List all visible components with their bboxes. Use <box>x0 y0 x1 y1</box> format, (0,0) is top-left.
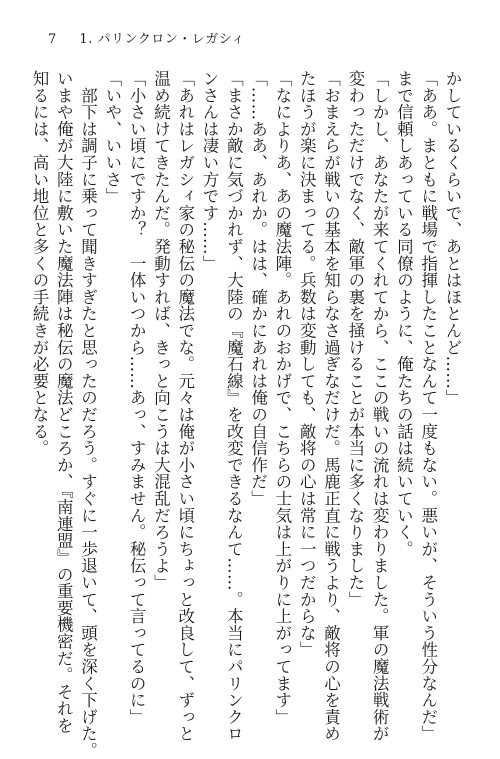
text-line: 知るには、高い地位と多くの手続きが必要となる。 <box>29 70 49 457</box>
text-line: 「あれはレガシィ家の秘伝の魔法でな。元々は俺が小さい頃にちょっと改良して、ずっと <box>175 70 195 742</box>
text-line: かしているくらいで、あとはほとんど……」 <box>443 70 462 406</box>
text-line: 「なによりあ、あの魔法陣。あれのおかげで、こちらの士気は上がりに上がってます」 <box>272 70 292 726</box>
text-line: 「……ああ、あれか。はは、確かにあれは俺の自信作だ」 <box>248 70 268 507</box>
text-line: 温め続けてきたんだ。発動すれば、きっと向こうは大混乱だろうよ」 <box>151 70 171 591</box>
text-line: ンさんは凄い方です……」 <box>200 70 220 272</box>
text-line: 「ああ。まともに戦場で指揮したことなんて一度もない。悪いが、そういう性分なんだ」 <box>418 70 438 742</box>
body-text <box>29 70 464 759</box>
text-line: 「いや、いいさ」 <box>102 70 122 205</box>
text-line: 「小さい頃にですか？ 一体いつから……あっ、すみません。秘伝って言ってるのに」 <box>127 70 147 726</box>
page-header <box>48 28 245 47</box>
text-line: 「まさか敵に気づかれず、大陸の『魔石線』を改変できるなんて……。本当にパリンクロ <box>224 70 244 742</box>
text-line: 「しかし、あなたが来てくれてから、ここの戦いの流れは変わりました。軍の魔法戦術が <box>370 70 390 742</box>
text-line: 部下は調子に乗って聞きすぎたと思ったのだろう。すぐに一歩退いて、頭を深く下げた。 <box>78 70 98 759</box>
text-line: いまや俺が大陸に敷いた魔法陣は秘伝の魔法どころか、『南連盟』の重要機密だ。それを <box>54 70 74 734</box>
chapter-title: 1. パリンクロン・レガシィ <box>79 32 245 47</box>
text-line: たほうが楽に決まってる。兵数は変動しても、敵将の心は常に一つだからな」 <box>297 70 317 658</box>
page-number: 7 <box>48 32 57 47</box>
text-line: まで信頼しあっている同僚のように、俺たちの話は続いていく。 <box>394 70 414 558</box>
text-line: 変わっただけでなく、敵軍の裏を掻けることが本当に多くなりました」 <box>345 70 365 608</box>
text-line: 「おまえらが戦いの基本を知らなさ過ぎなだけだ。馬鹿正直に戦うより、敵将の心を責め <box>321 70 341 742</box>
